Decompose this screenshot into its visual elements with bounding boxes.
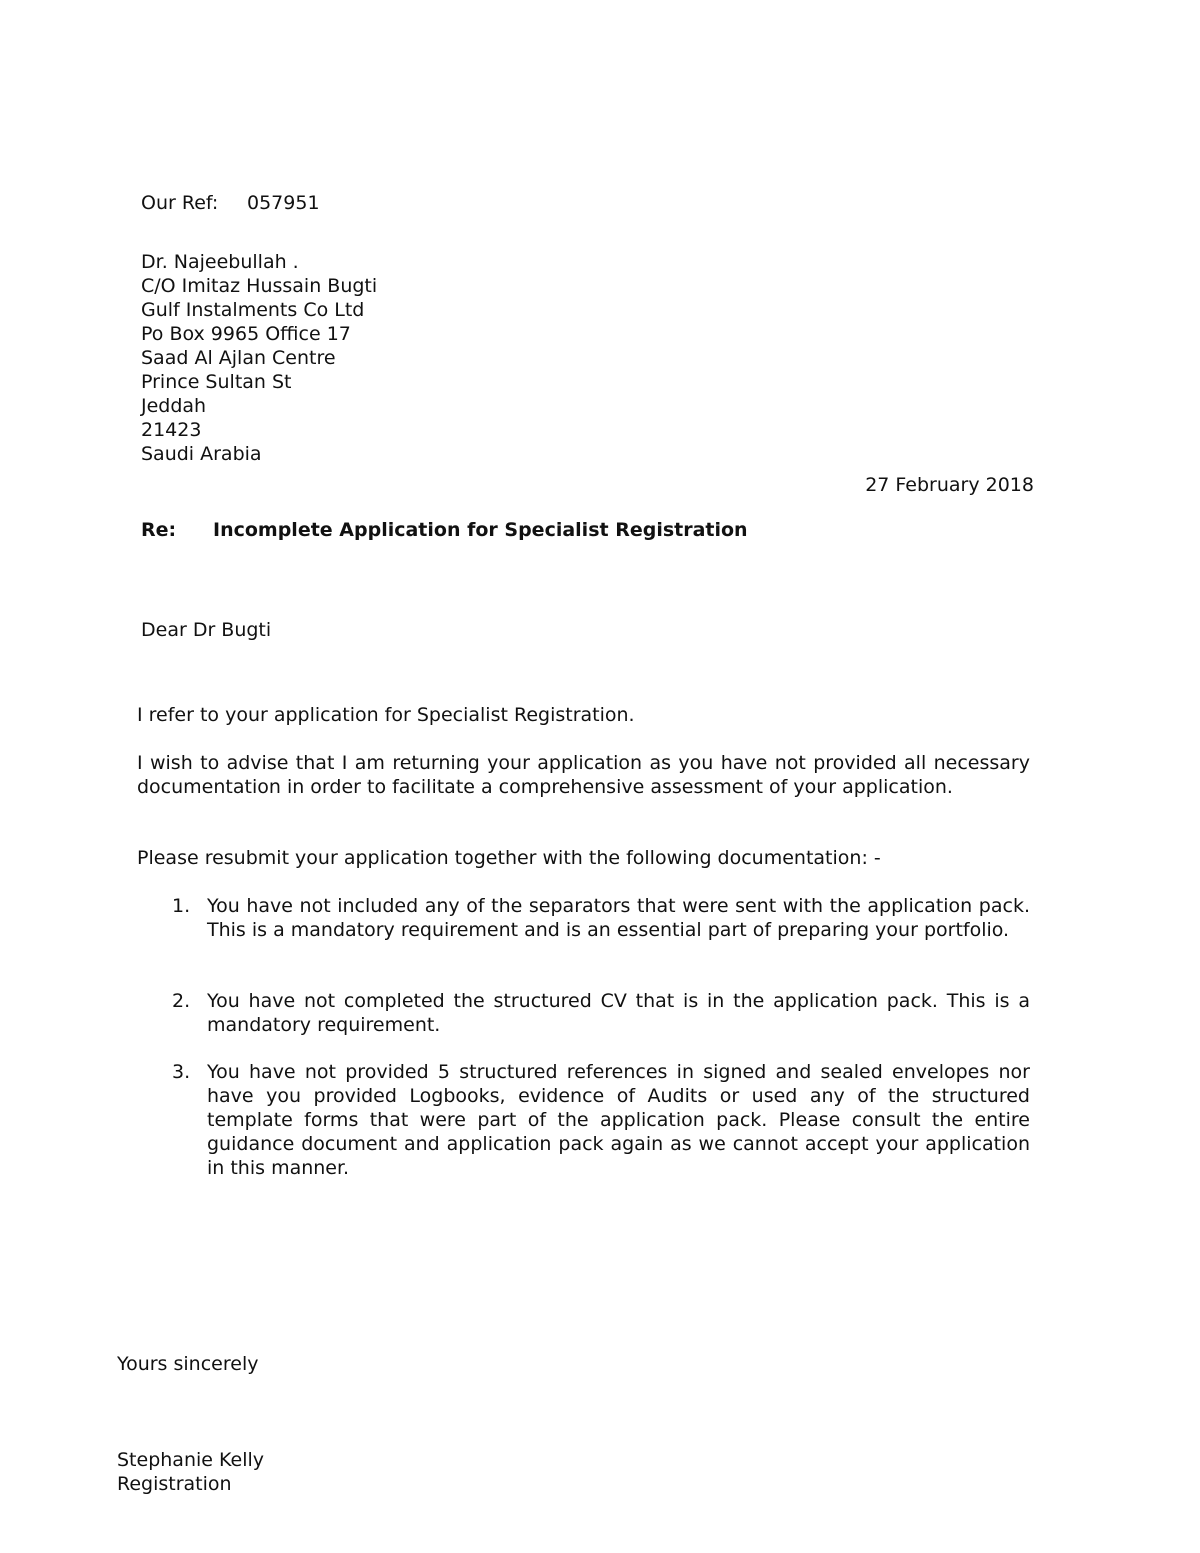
reference-number: 057951 xyxy=(247,192,320,214)
subject-label: Re: xyxy=(141,519,177,541)
requirement-number: 3. xyxy=(172,1061,191,1083)
requirement-text: You have not included any of the separators that were sent with the application pack. This is a mandatory requirement and is an essential part of preparing your portfolio. xyxy=(207,895,1030,941)
signatory-name: Stephanie Kelly xyxy=(117,1449,264,1471)
requirement-number: 1. xyxy=(172,895,191,917)
salutation: Dear Dr Bugti xyxy=(141,619,272,641)
body-paragraph: I wish to advise that I am returning your application as you have not provided all necessary documentation in order to facilitate a comprehensive assessment of your application. xyxy=(137,752,1030,798)
recipient-address xyxy=(141,250,377,466)
requirement-text: You have not completed the structured CV that is in the application pack. This is a mandatory requirement. xyxy=(207,990,1030,1036)
address-line: Saudi Arabia xyxy=(141,443,262,465)
address-line: Saad Al Ajlan Centre xyxy=(141,347,336,369)
address-line: 21423 xyxy=(141,419,202,441)
letter-date: 27 February 2018 xyxy=(865,474,1034,496)
body-paragraph: Please resubmit your application together with the following documentation: - xyxy=(137,847,881,869)
requirement-number: 2. xyxy=(172,990,191,1012)
signatory-department: Registration xyxy=(117,1473,232,1495)
address-line: Prince Sultan St xyxy=(141,371,292,393)
address-line: C/O Imitaz Hussain Bugti xyxy=(141,275,378,297)
requirement-text: You have not provided 5 structured references in signed and sealed envelopes nor have you provided Logbooks, evidence of Audits or used any of the structured template forms that were part of the application pack. Please consult the entire guidance document and application pack again as we cannot accept your application in this manner. xyxy=(207,1061,1030,1179)
address-line: Gulf Instalments Co Ltd xyxy=(141,299,365,321)
address-line: Jeddah xyxy=(141,395,207,417)
body-paragraph: I refer to your application for Specialist Registration. xyxy=(137,704,635,726)
address-line: Dr. Najeebullah . xyxy=(141,251,299,273)
address-line: Po Box 9965 Office 17 xyxy=(141,323,351,345)
closing: Yours sincerely xyxy=(117,1353,259,1375)
subject-line: Incomplete Application for Specialist Registration xyxy=(213,519,748,541)
reference-label: Our Ref: xyxy=(141,192,219,214)
